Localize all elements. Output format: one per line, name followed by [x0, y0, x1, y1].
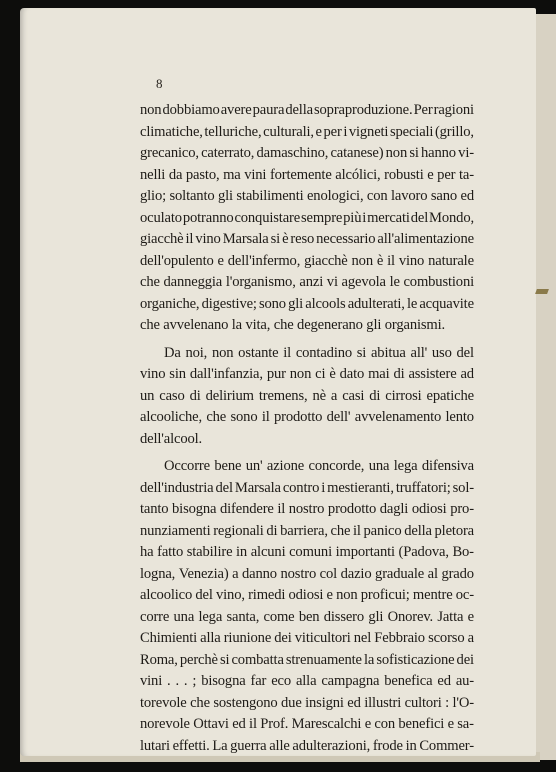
- text-line: organiche, digestive; sono gli alcools adulterati, le acquavite: [140, 295, 474, 312]
- text-line: un caso di delirium tremens, nè a casi di cirrosi epatiche: [140, 387, 474, 404]
- paragraph: [140, 456, 474, 757]
- text-line: alcoolico del vino, rimedi odiosi e non proficui; mentre oc-: [140, 587, 474, 603]
- text-line: tanto bisogna difendere il nostro prodotto dagli odiosi pro-: [140, 501, 474, 517]
- text-line: alcooliche, che sono il prodotto dell' avvelenamento lento: [140, 409, 474, 425]
- paragraph: [140, 343, 474, 451]
- text-line: vini . . . ; bisogna far eco alla campagna benefica ed au-: [140, 673, 474, 689]
- page-marker: [535, 289, 549, 294]
- text-line: dell'industria del Marsala contro i mestieranti, truffatori; sol-: [140, 479, 474, 496]
- text-line: dell'alcool.: [140, 430, 203, 447]
- text-line: non dobbiamo avere paura della sopraproduzione. Per ragioni: [140, 102, 474, 118]
- text-line: climatiche, telluriche, culturali, e per i vigneti speciali (grillo,: [140, 123, 474, 140]
- text-line: oculato potranno conquistare sempre più i mercati del Mondo,: [140, 209, 474, 226]
- text-line: glio; soltanto gli stabilimenti enologici, con lavoro sano ed: [140, 188, 474, 204]
- text-line: Roma, perchè si combatta strenuamente la sofisticazione dei: [140, 651, 474, 668]
- text-line: nelli da pasto, ma vini fortemente alcólici, robusti e per ta-: [140, 166, 474, 183]
- text-line: che avvelenano la vita, che degenerano gli organismi.: [140, 317, 446, 333]
- text-line: torevole che sostengono due insigni ed illustri cultori : l'O-: [140, 694, 474, 711]
- paragraph: [140, 100, 474, 337]
- text-line: Occorre bene un' azione concorde, una lega difensiva: [164, 458, 474, 474]
- text-line: corre una lega santa, come ben dissero gli Onorev. Jatta e: [140, 608, 474, 625]
- text-line: norevole Ottavi ed il Prof. Marescalchi e con benefici e sa-: [140, 716, 474, 732]
- text-line: vino sin dall'infanzia, pur non ci è dato mai di assistere ad: [140, 366, 474, 382]
- text-line: giacchè il vino Marsala si è reso necessario all'alimentazione: [140, 231, 474, 247]
- body-text: [140, 100, 474, 757]
- text-line: dell'opulento e dell'infermo, giacchè non è il vino naturale: [140, 252, 474, 269]
- text-line: Da noi, non ostante il contadino si abitua all' uso del: [164, 344, 474, 361]
- text-line: lutari effetti. La guerra alle adulterazioni, frode in Commer-: [140, 737, 474, 754]
- text-line: nunziamenti regionali di barriera, che il panico della pletora: [140, 522, 474, 539]
- text-line: che danneggia l'organismo, anzi vi agevola le combustioni: [140, 274, 474, 290]
- text-line: grecanico, caterrato, damaschino, catanese) non si hanno vi-: [140, 145, 474, 161]
- page-number: 8: [156, 76, 163, 91]
- text-line: Chimienti alla riunione dei viticultori nel Febbraio scorso a: [140, 630, 474, 646]
- text-line: ha fatto stabilire in alcuni comuni importanti (Padova, Bo-: [140, 544, 474, 560]
- text-line: logna, Venezia) a danno nostro col dazio graduale al grado: [140, 565, 474, 582]
